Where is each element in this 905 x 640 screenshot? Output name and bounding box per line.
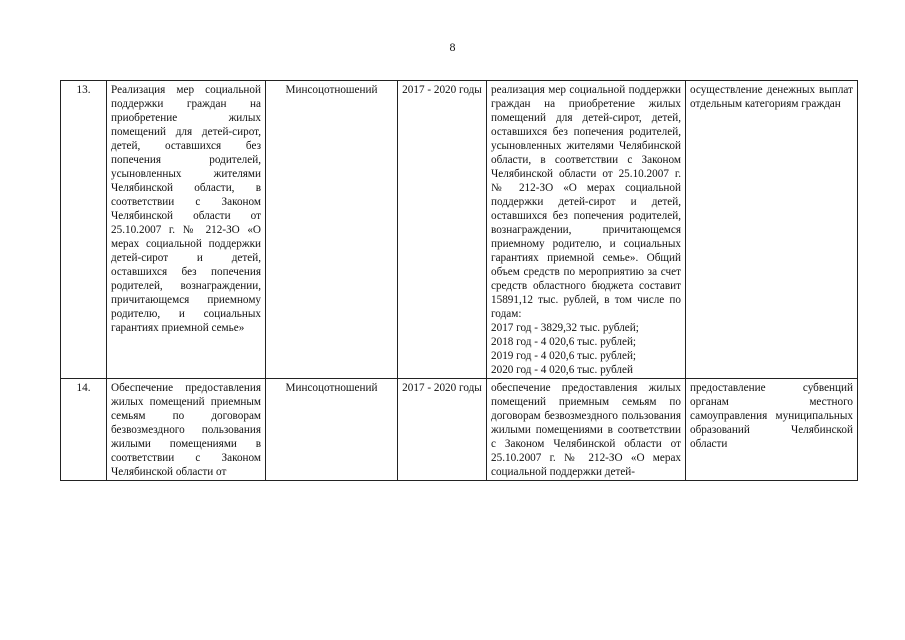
measure-description-cell	[487, 81, 686, 379]
measure-description: реализация мер социальной поддержки граждан на приобретение жилых помещений для детей-сирот, детей, оставшихся без попечения родителей, усыновленных жителями Челябинской области, в соответствии с Законом Челябинской области от 25.10.2007 г. № 212-ЗО «О мерах социальной поддержки детей-сирот и детей, оставшихся без попечения родителей, вознаграждении, причитающемся приемному родителю, и социальных гарантиях приемной семье». Общий объем средств по мероприятию за счет средств областного бюджета составит 15891,12 тыс. рублей, в том числе по годам:	[491, 84, 681, 320]
funding-year-2019: 2019 год - 4 020,6 тыс. рублей;	[491, 350, 637, 362]
executor: Минсоцотношений	[266, 379, 398, 481]
table-row-13	[61, 81, 858, 379]
funding-by-year	[491, 321, 681, 377]
page-number: 8	[449, 40, 456, 54]
measure-description: обеспечение предоставления жилых помещений приемным семьям по договорам безвозмездного пользования жилыми помещениями в соответствии с Законом Челябинской области от 25.10.2007 г. № 212-ЗО «О мерах социальной поддержки детей-	[487, 379, 686, 481]
program-measures-table	[60, 80, 858, 481]
expected-result: предоставление субвенций органам местного самоуправления муниципальных образований Челябинской области	[686, 379, 858, 481]
funding-year-2018: 2018 год - 4 020,6 тыс. рублей;	[491, 336, 637, 348]
funding-year-2017: 2017 год - 3829,32 тыс. рублей;	[491, 322, 639, 334]
expected-result: осуществление денежных выплат отдельным категориям граждан	[686, 81, 858, 379]
measure-name: Реализация мер социальной поддержки граждан на приобретение жилых помещений для детей-сирот, детей, оставшихся без попечения родителей, усыновленных жителями Челябинской области, в соответствии с Законом Челябинской области от 25.10.2007 г. № 212-ЗО «О мерах социальной поддержки детей-сирот и детей, оставшихся без попечения родителей, вознаграждении, причитающемся приемному родителю, и социальных гарантиях приемной семье»	[107, 81, 266, 379]
row-number: 14.	[61, 379, 107, 481]
funding-year-2020: 2020 год - 4 020,6 тыс. рублей	[491, 364, 633, 376]
table-row-14	[61, 379, 858, 481]
measure-name: Обеспечение предоставления жилых помещений приемным семьям по договорам безвозмездного пользования жилыми помещениями в соответствии с Законом Челябинской области от	[107, 379, 266, 481]
period: 2017 - 2020 годы	[398, 81, 487, 379]
period: 2017 - 2020 годы	[398, 379, 487, 481]
executor: Минсоцотношений	[266, 81, 398, 379]
row-number: 13.	[61, 81, 107, 379]
